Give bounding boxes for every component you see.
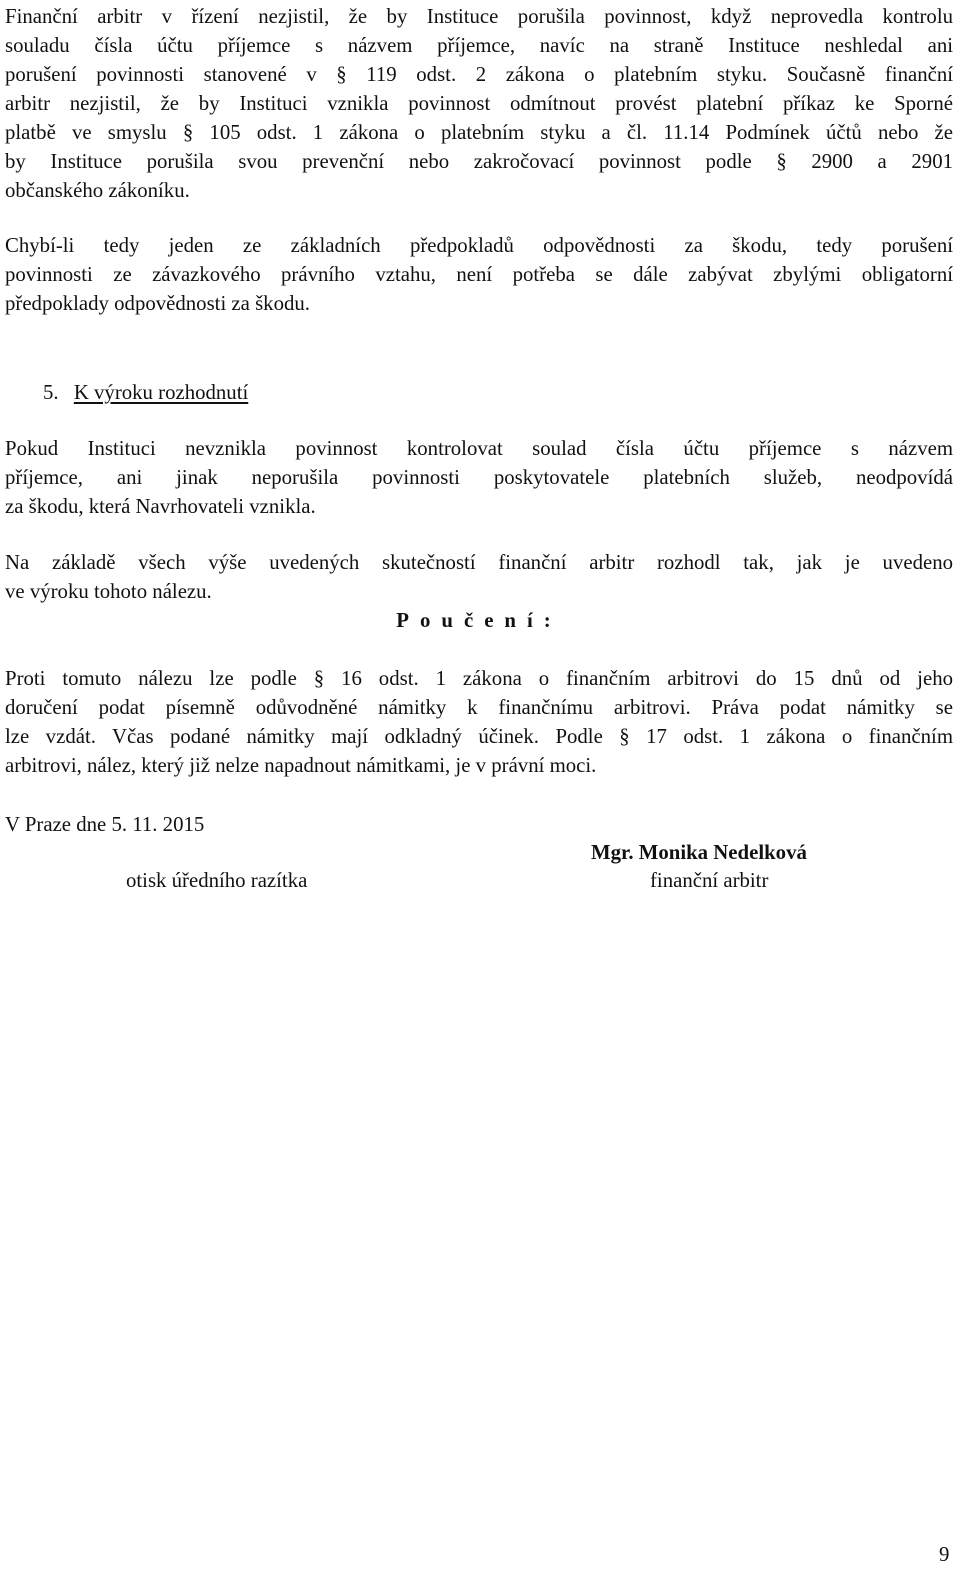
page-number: 9: [939, 1543, 950, 1566]
text-line: ve výroku tohoto nálezu.: [5, 580, 212, 603]
paragraph-instruction: [5, 664, 953, 780]
text-line: by Instituce porušila svou prevenční nebo zakročovací povinnost podle § 2900 a 2901: [5, 150, 953, 173]
text-line: Finanční arbitr v řízení nezjistil, že by Instituce porušila povinnost, když neprovedla kontrolu: [5, 5, 953, 28]
paragraph-verdict-reasoning: [5, 434, 953, 521]
text-line: porušení povinnosti stanovené v § 119 odst. 2 zákona o platebním styku. Současně finanční: [5, 63, 953, 86]
text-line: lze vzdát. Včas podané námitky mají odkladný účinek. Podle § 17 odst. 1 zákona o finančním: [5, 725, 953, 748]
paragraph-decision: [5, 548, 953, 606]
signer-name: Mgr. Monika Nedelková: [591, 841, 807, 864]
text-line: arbitr nezjistil, že by Instituci vznikla povinnost odmítnout provést platební příkaz ke Sporné: [5, 92, 953, 115]
section-heading: [43, 378, 248, 407]
text-line: platbě ve smyslu § 105 odst. 1 zákona o platebním styku a čl. 11.14 Podmínek účtů nebo že: [5, 121, 953, 144]
text-line: souladu čísla účtu příjemce s názvem příjemce, navíc na straně Instituce neshledal ani: [5, 34, 953, 57]
text-line: doručení podat písemně odůvodněné námitky k finančnímu arbitrovi. Práva podat námitky se: [5, 696, 953, 719]
text-line: Proti tomuto nálezu lze podle § 16 odst. 1 zákona o finančním arbitrovi do 15 dnů od jeho: [5, 667, 953, 690]
section-title: K výroku rozhodnutí: [73, 381, 249, 404]
document-page: [5, 0, 953, 1573]
paragraph-findings: [5, 2, 953, 205]
text-line: Na základě všech výše uvedených skutečností finanční arbitr rozhodl tak, jak je uvedeno: [5, 551, 953, 574]
stamp-note: otisk úředního razítka: [126, 869, 308, 892]
text-line: Pokud Instituci nevznikla povinnost kontrolovat soulad čísla účtu příjemce s názvem: [5, 437, 953, 460]
instruction-heading: Poučení:: [396, 609, 562, 632]
text-line: povinnosti ze závazkového právního vztahu, není potřeba se dále zabývat zbylými obligatorní: [5, 263, 953, 286]
paragraph-liability: [5, 231, 953, 318]
signer-role: finanční arbitr: [650, 869, 769, 892]
text-line: občanského zákoníku.: [5, 179, 190, 202]
text-line: Chybí-li tedy jeden ze základních předpokladů odpovědnosti za škodu, tedy porušení: [5, 234, 953, 257]
text-line: za škodu, která Navrhovateli vznikla.: [5, 495, 316, 518]
place-and-date: V Praze dne 5. 11. 2015: [5, 813, 205, 836]
text-line: předpoklady odpovědnosti za škodu.: [5, 292, 310, 315]
text-line: arbitrovi, nález, který již nelze napadnout námitkami, je v právní moci.: [5, 754, 597, 777]
text-line: příjemce, ani jinak neporušila povinnosti poskytovatele platebních služeb, neodpovídá: [5, 466, 953, 489]
section-number: 5.: [43, 381, 59, 404]
